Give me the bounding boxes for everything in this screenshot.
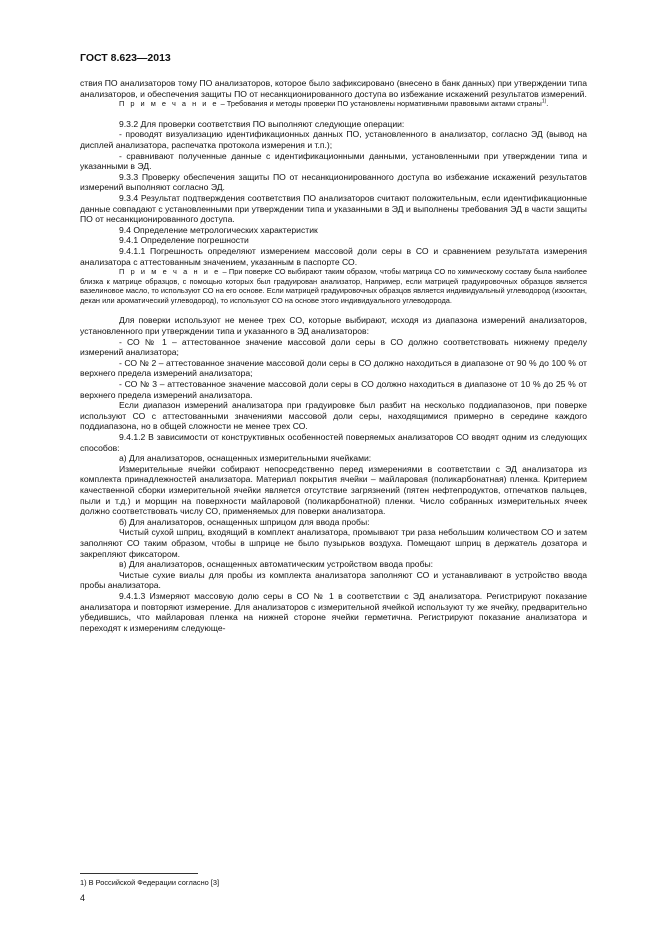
section-heading: 9.4 Определение метрологических характеристик (119, 224, 318, 235)
note-label: П р и м е ч а н и е (119, 267, 221, 277)
paragraph: 9.3.3 Проверку обеспечения защиты ПО от несанкционированного доступа во избежание искажений результатов измерений выполняют согласно ЭД. (80, 171, 587, 193)
note-label: П р и м е ч а н и е (119, 99, 219, 109)
list-item: а) Для анализаторов, оснащенных измерительными ячейками: (119, 453, 372, 464)
paragraph: Для поверки используют не менее трех СО, которые выбирают, исходя из диапазона измерений анализаторов, установленного при утверждении типа и указанного в ЭД анализаторов: (80, 315, 587, 337)
footnote: 1) В Российской Федерации согласно [3] (80, 878, 220, 887)
note-tail: . (546, 99, 549, 109)
list-item: в) Для анализаторов, оснащенных автоматическим устройством ввода пробы: (119, 559, 434, 570)
paragraph: 9.3.4 Результат подтверждения соответствия ПО анализаторов считают положительным, если идентификационные данные совпадают с установленными при утверждении типа и указанными в ЭД и выполнены требования ЭД в части защиты ПО от несанкционированного доступа. (80, 192, 587, 225)
paragraph: Если диапазон измерений анализатора при градуировке был разбит на несколько поддиапазонов, при поверке используют СО с аттестованными значениями массовой доли серы, находящимися примерно в середине каждого поддиапазона, но в общей сложности не менее трех СО. (80, 400, 587, 432)
paragraph: Чистые сухие виалы для пробы из комплекта анализатора заполняют СО и устанавливают в устройство ввода пробы анализатора. (80, 569, 587, 591)
note (80, 99, 587, 109)
list-item: - СО № 1 – аттестованное значение массовой доли серы в СО должно соответствовать нижнему пределу измерений анализатора; (80, 336, 587, 358)
paragraph: Измерительные ячейки собирают непосредственно перед измерениями в соответствии с ЭД анализатора из комплекта принадлежностей анализатора. Материал покрытия ячейки – майларовая (поликарбонатная) пленка. Критерием качественной сборки измерительной ячейки является отсутствие загрязнений (пятен нефтепродуктов, отпечатков пальцев, пыли и т.д.) и морщин на поверхности майларовой (поликарбонатной) пленки. Число собранных измерительных ячеек должно соответствовать числу СО, применяемых для поверки анализатора. (80, 463, 587, 517)
list-item: - проводят визуализацию идентификационных данных ПО, установленного в анализатор, согласно ЭД (вывод на дисплей анализатора, распечатка протокола измерения и т.п.); (80, 129, 587, 150)
list-item: - сравнивают полученные данные с идентификационными данными, установленными при утверждении типа и указанными в ЭД. (80, 150, 587, 172)
paragraph: 9.3.2 Для проверки соответствия ПО выполняют следующие операции: (119, 118, 405, 129)
paragraph: ствия ПО анализаторов тому ПО анализаторов, которое было зафиксировано (внесено в банк данных) при утверждении типа анализаторов, и обеспечения защиты ПО от несанкционированного доступа во избежание искажений результатов измерений. (80, 78, 587, 99)
page-number: 4 (80, 893, 86, 903)
section-heading: 9.4.1 Определение погрешности (119, 235, 249, 246)
paragraph: 9.4.1.1 Погрешность определяют измерением массовой доли серы в СО и сравнением результата измерения анализатора с аттестованным значением, указанным в паспорте СО. (80, 245, 587, 267)
paragraph: Чистый сухой шприц, входящий в комплект анализатора, промывают три раза небольшим количеством СО и затем заполняют СО таким образом, чтобы в шприце не было пузырьков воздуха. Помещают шприц в держатель дозатора и закрепляют фиксатором. (80, 527, 587, 559)
list-item: - СО № 2 – аттестованное значение массовой доли серы в СО должно находиться в диапазоне от 90 % до 100 % от верхнего предела измерений анализатора; (80, 357, 587, 379)
paragraph: 9.4.1.2 В зависимости от конструктивных особенностей поверяемых анализаторов СО вводят одним из следующих способов: (80, 432, 587, 453)
footnote-ref: 1) (541, 98, 547, 105)
paragraph: 9.4.1.3 Измеряют массовую долю серы в СО № 1 в соответствии с ЭД анализатора. Регистрируют показание анализатора и повторяют измерение. Для анализаторов с измерительной ячейкой используют ту же ячейку, предварительно убедившись, что майларовая пленка на нижней стороне ячейки герметична. Регистрируют показание анализатора и переходят к измерениям следующе- (80, 590, 587, 633)
note-text: – Требования и методы проверки ПО установлены нормативными правовыми актами страны (218, 99, 542, 109)
footnote-divider (80, 873, 198, 874)
note-text: – При поверке СО выбирают таким образом, чтобы матрица СО по химическому составу была наиболее близка к матрице образцов, с помощью которых был градуирован анализатор, Например, если матрицей градуировочных образцов является вазелиновое масло, то используют СО на его основе. Если матрицей градуировочных образцов является индивидуальный углеводород (изооктан, декан или ароматический углеводород), то используют СО на основе этого индивидуального углеводорода. (80, 267, 587, 305)
list-item: б) Для анализаторов, оснащенных шприцом для ввода пробы: (119, 516, 370, 527)
page-body (80, 78, 587, 633)
note (80, 267, 587, 305)
list-item: - СО № 3 – аттестованное значение массовой доли серы в СО должно находиться в диапазоне от 10 % до 25 % от верхнего предела измерений анализатора. (80, 379, 587, 400)
document-header: ГОСТ 8.623—2013 (80, 52, 171, 64)
